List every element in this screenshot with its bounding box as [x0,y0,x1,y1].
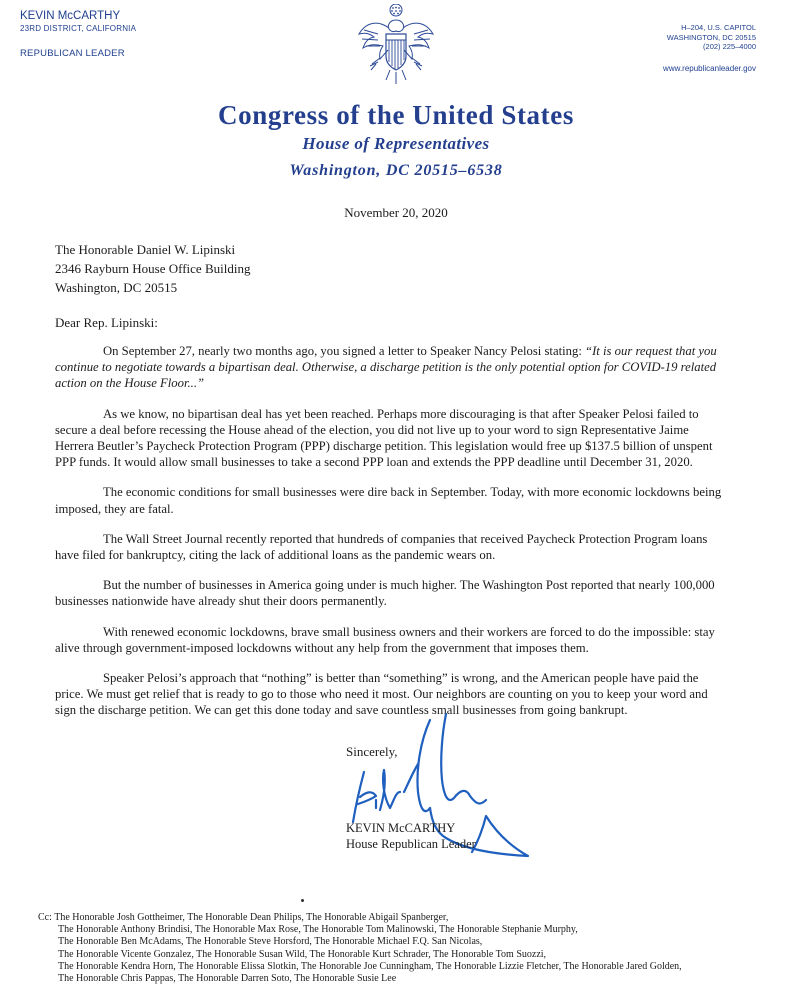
letterhead-district: 23RD DISTRICT, CALIFORNIA [20,24,137,33]
office-address: H–204, U.S. CAPITOL [681,23,756,32]
paragraph-1-intro: On September 27, nearly two months ago, you signed a letter to Speaker Nancy Pelosi stating: [103,344,586,358]
masthead-house: House of Representatives [302,134,490,153]
cc-line: The Honorable Vicente Gonzalez, The Honorable Susan Wild, The Honorable Kurt Schrader, The Honorable Tom Suozzi, [58,948,547,960]
signer-block [346,820,476,852]
letterhead-right [663,23,756,73]
letterhead-name: KEVIN McCARTHY [20,10,121,22]
letter-date: November 20, 2020 [344,205,448,220]
paragraph-1 [55,343,725,392]
paragraph-5: But the number of businesses in America going under is much higher. The Washington Post reported that nearly 100,000 businesses nationwide have already shut their doors permanently. [55,578,715,609]
office-phone: (202) 225–4000 [703,42,756,51]
cc-list [38,912,778,985]
signer-name: KEVIN McCARTHY [346,821,456,835]
recipient-address [55,240,250,297]
closing: Sincerely, [346,744,398,759]
letter-body [55,343,725,733]
website-link[interactable]: www.republicanleader.gov [663,63,756,73]
paragraph-3: The economic conditions for small businesses were dire back in September. Today, with more economic lockdowns being imposed, they are fatal. [55,485,722,516]
recipient-name: The Honorable Daniel W. Lipinski [55,242,236,257]
masthead-congress: Congress of the United States [218,100,574,130]
paragraph-2: As we know, no bipartisan deal has yet been reached. Perhaps more discouraging is that after Speaker Pelosi failed to secure a deal before recessing the House ahead of the election, you did not live up to your word to sign Representative Jaime Herrera Beutler’s Paycheck Protection Program (PPP) discharge petition. This legislation would free up $137.5 billion of unspent PPP funds. It would allow small businesses to take a second PPP loan and extends the PPP deadline until December 31, 2020. [55,406,713,470]
letterhead-role: REPUBLICAN LEADER [20,48,125,59]
recipient-address-line2: Washington, DC 20515 [55,280,178,295]
salutation: Dear Rep. Lipinski: [55,315,158,330]
great-seal-eagle-icon [356,4,436,88]
paragraph-4: The Wall Street Journal recently reported that hundreds of companies that received Paycheck Protection Program loans have filed for bankruptcy, citing the lack of additional loans as the pandemic wears on. [55,531,708,563]
cc-line: Cc: The Honorable Josh Gottheimer, The Honorable Dean Philips, The Honorable Abigail Spanberger, [38,912,449,923]
cc-line: The Honorable Anthony Brindisi, The Honorable Max Rose, The Honorable Tom Malinowski, The Honorable Stephanie Murphy, [58,924,578,936]
recipient-address-line1: 2346 Rayburn House Office Building [55,261,251,276]
cc-line: The Honorable Kendra Horn, The Honorable Elissa Slotkin, The Honorable Joe Cunningham, The Honorable Lizzie Fletcher, The Honorable Jared Golden, [58,960,682,972]
letterhead-left [20,9,136,59]
office-city: WASHINGTON, DC 20515 [666,32,756,42]
paragraph-7: Speaker Pelosi’s approach that “nothing” is better than “something” is wrong, and the American people have paid the price. We must get relief that is ready to go to those who need it most. Our neighbors are counting on you to keep your word and sign the discharge petition. We can get this done today and save countless small businesses from going bankrupt. [55,671,708,718]
paragraph-6: With renewed economic lockdowns, brave small business owners and their workers are forced to do the impossible: stay alive through government-imposed lockdowns without any help from the government that imposes them. [55,624,715,655]
paragraph-1-quote: “It is our request that you continue to negotiate towards a bipartisan deal. Otherwise, a discharge petition is the only potential option for COVID-19 related action on the House Floor...” [55,344,717,391]
cc-line: The Honorable Ben McAdams, The Honorable Steve Horsford, The Honorable Michael F.Q. San Nicolas, [58,936,483,948]
signer-title: House Republican Leader [346,837,476,851]
cc-line: The Honorable Chris Pappas, The Honorable Darren Soto, The Honorable Susie Lee [58,973,397,985]
decorative-dot [301,899,304,902]
seal-stars [390,4,402,16]
masthead-address: Washington, DC 20515–6538 [289,162,503,179]
